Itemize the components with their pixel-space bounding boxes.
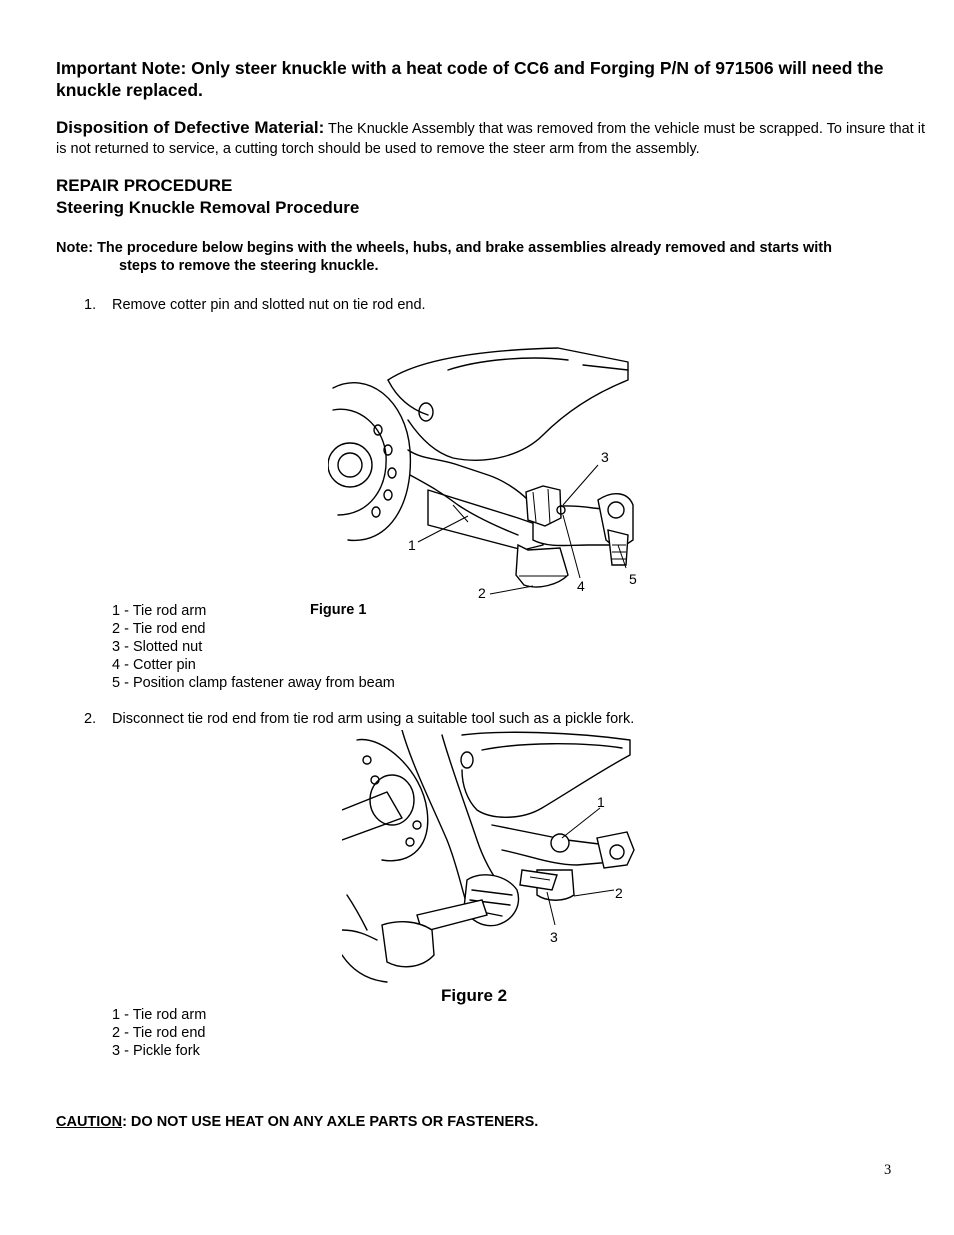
figure-2-callout-3: 3 xyxy=(550,929,558,945)
figure-1-legend-item: 2 - Tie rod end xyxy=(112,621,206,637)
figure-2-callout-2: 2 xyxy=(615,885,623,901)
disposition-text: The Knuckle Assembly that was removed from the vehicle must be scrapped. To insure that it is not returned to service, a cutting torch should be used to remove the steer arm from the assembly. xyxy=(56,121,925,157)
important-note: Important Note: Only steer knuckle with a heat code of CC6 and Forging P/N of 971506 will need the knuckle replaced. xyxy=(56,58,884,100)
page-number: 3 xyxy=(884,1162,892,1178)
repair-heading: REPAIR PROCEDURE xyxy=(56,176,233,195)
figure-1-callout-5: 5 xyxy=(629,571,637,587)
figure-1-legend xyxy=(112,602,395,692)
figure-2-legend xyxy=(112,1006,206,1060)
disposition-label: Disposition of Defective Material: xyxy=(56,118,325,137)
figure-2-callout-1: 1 xyxy=(597,794,605,810)
figure-1-callout-1: 1 xyxy=(408,537,416,553)
figure-2-legend-item: 1 - Tie rod arm xyxy=(112,1007,207,1023)
procedure-note xyxy=(56,239,936,275)
step-2-text: Disconnect tie rod end from tie rod arm using a suitable tool such as a pickle fork. xyxy=(112,711,635,727)
figure-1-legend-item: 5 - Position clamp fastener away from beam xyxy=(112,675,395,691)
repair-section-heading xyxy=(56,175,359,219)
figure-1-legend-item: 3 - Slotted nut xyxy=(112,639,203,655)
figure-1-legend-item: 4 - Cotter pin xyxy=(112,657,196,673)
figure-1-illustration xyxy=(328,340,640,602)
step-1-text: Remove cotter pin and slotted nut on tie rod end. xyxy=(112,297,426,313)
figure-2-legend-item: 3 - Pickle fork xyxy=(112,1043,200,1059)
note-line-1: Note: The procedure below begins with the wheels, hubs, and brake assemblies already removed and starts with xyxy=(56,240,832,256)
repair-subheading: Steering Knuckle Removal Procedure xyxy=(56,198,360,217)
figure-2-illustration xyxy=(342,730,638,986)
disposition-paragraph xyxy=(56,118,926,159)
step-1-number: 1. xyxy=(84,297,97,313)
figure-1-caption: Figure 1 xyxy=(310,602,367,618)
note-line-2: steps to remove the steering knuckle. xyxy=(119,258,379,274)
caution-statement xyxy=(56,1114,538,1130)
figure-2-caption: Figure 2 xyxy=(441,986,508,1005)
step-2-number: 2. xyxy=(84,711,97,727)
caution-text: : DO NOT USE HEAT ON ANY AXLE PARTS OR FASTENERS. xyxy=(122,1114,539,1130)
figure-1-callout-2: 2 xyxy=(478,585,486,601)
figure-2-legend-item: 2 - Tie rod end xyxy=(112,1025,206,1041)
figure-1-legend-item: 1 - Tie rod arm xyxy=(112,603,207,619)
caution-label: CAUTION xyxy=(56,1114,123,1130)
figure-1-callout-4: 4 xyxy=(577,578,585,594)
figure-1-callout-3: 3 xyxy=(601,449,609,465)
